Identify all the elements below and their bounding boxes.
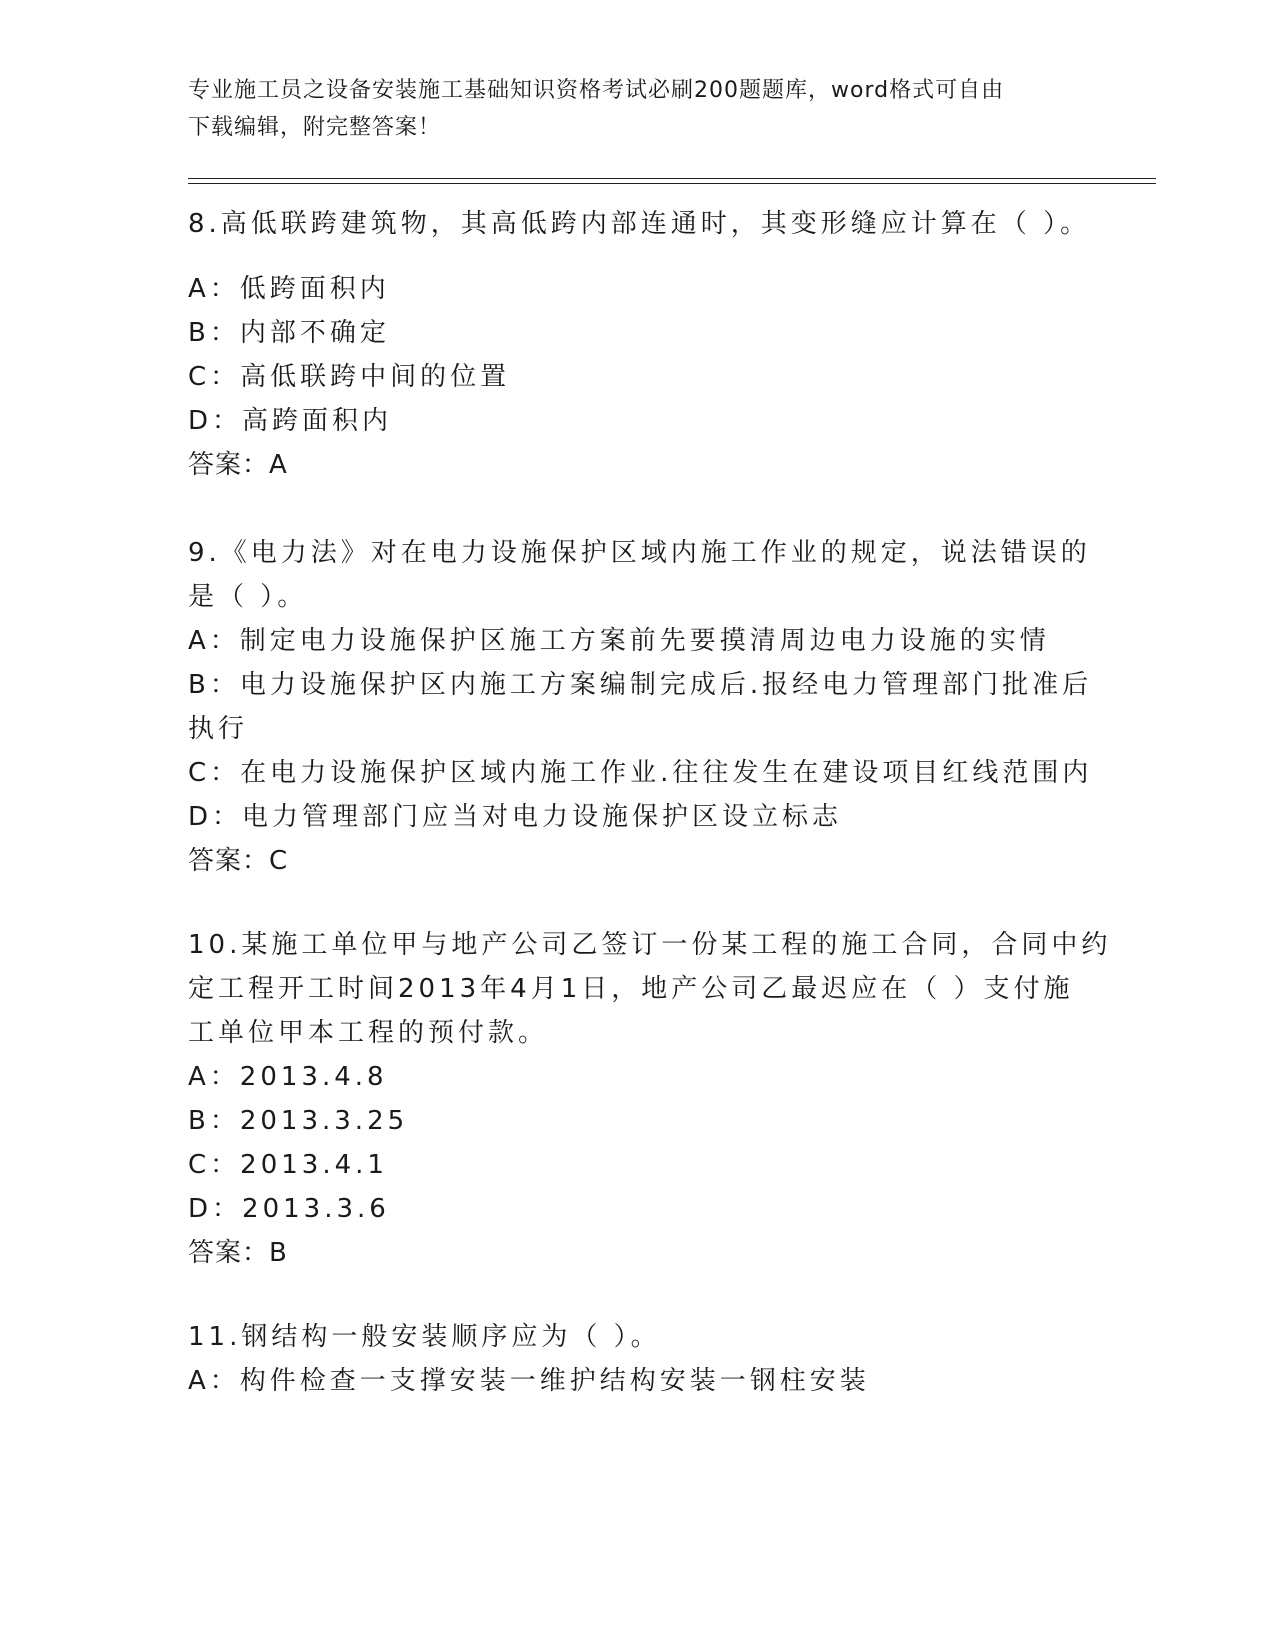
header-line-1: 专业施工员之设备安装施工基础知识资格考试必刷200题题库，word格式可自由 (188, 78, 1005, 103)
question-11-stem: 11.钢结构一般安装顺序应为（ ）。 (188, 1322, 661, 1352)
question-9-option-b-continued: 执行 (188, 714, 249, 744)
question-10-stem-line-2: 定工程开工时间2013年4月1日，地产公司乙最迟应在（ ）支付施 (188, 974, 1074, 1004)
question-9-option-c: C：在电力设施保护区域内施工作业.往往发生在建设项目红线范围内 (188, 758, 1093, 788)
question-8-answer: 答案：A (188, 450, 288, 480)
question-9-answer: 答案：C (188, 846, 289, 876)
question-10-option-d: D：2013.3.6 (188, 1194, 390, 1224)
header-divider-bottom (188, 183, 1156, 184)
question-11-option-a: A：构件检查一支撑安装一维护结构安装一钢柱安装 (188, 1366, 870, 1396)
question-8-option-c: C：高低联跨中间的位置 (188, 362, 511, 392)
question-10-option-b: B：2013.3.25 (188, 1106, 409, 1136)
question-8-option-b: B：内部不确定 (188, 318, 390, 348)
question-9-stem-line-1: 9.《电力法》对在电力设施保护区域内施工作业的规定，说法错误的 (188, 538, 1091, 568)
question-9-option-b: B：电力设施保护区内施工方案编制完成后.报经电力管理部门批准后 (188, 670, 1093, 700)
question-8-option-d: D：高跨面积内 (188, 406, 393, 436)
question-10-stem-line-1: 10.某施工单位甲与地产公司乙签订一份某工程的施工合同，合同中约 (188, 930, 1112, 960)
header-divider-top (188, 178, 1156, 179)
question-9-stem-line-2: 是（ ）。 (188, 582, 308, 612)
question-10-option-a: A：2013.4.8 (188, 1062, 388, 1092)
question-8-option-a: A：低跨面积内 (188, 274, 390, 304)
question-9-option-a: A：制定电力设施保护区施工方案前先要摸清周边电力设施的实情 (188, 626, 1050, 656)
question-10-stem-line-3: 工单位甲本工程的预付款。 (188, 1018, 549, 1048)
document-header (188, 72, 1088, 146)
question-8-stem: 8.高低联跨建筑物，其高低跨内部连通时，其变形缝应计算在（ ）。 (188, 209, 1091, 239)
header-line-2: 下载编辑，附完整答案！ (188, 115, 442, 140)
question-10-option-c: C：2013.4.1 (188, 1150, 388, 1180)
question-9-option-d: D：电力管理部门应当对电力设施保护区设立标志 (188, 802, 843, 832)
question-10-answer: 答案：B (188, 1238, 288, 1268)
